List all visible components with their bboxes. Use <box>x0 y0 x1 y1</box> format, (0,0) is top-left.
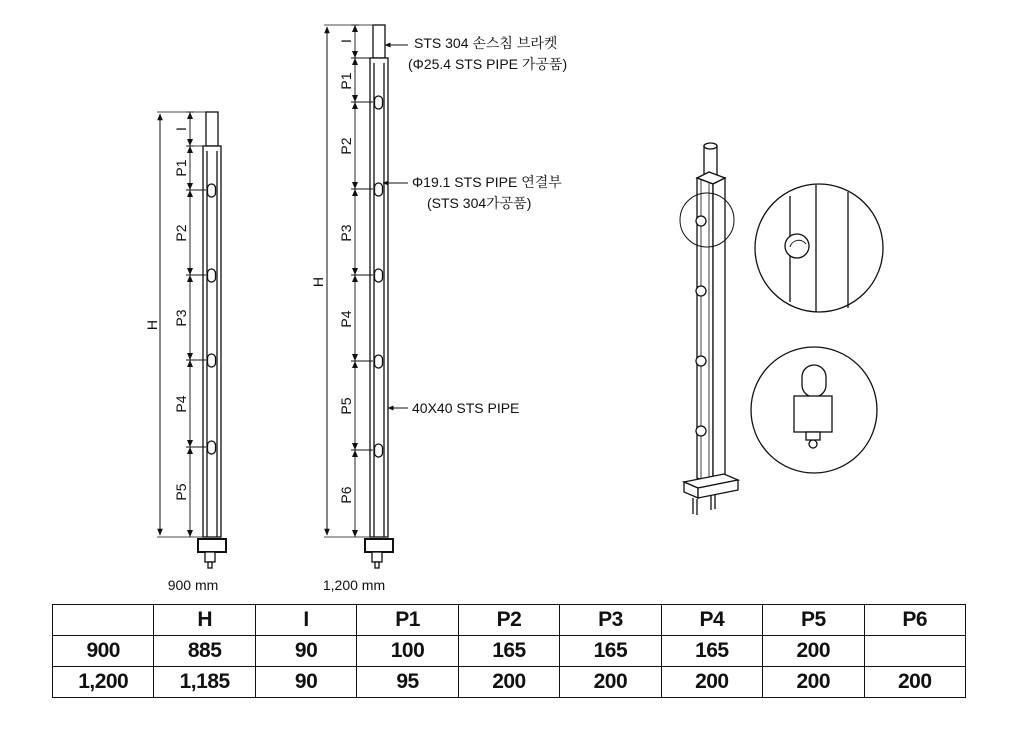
dim-P6: P6 <box>338 486 354 504</box>
post-900-caption: 900 mm <box>167 577 219 593</box>
table-header: P5 <box>763 605 864 636</box>
table-row <box>53 636 966 667</box>
table-cell: 95 <box>357 667 458 698</box>
table-cell: 200 <box>458 667 559 698</box>
table-cell: 165 <box>458 636 559 667</box>
spec-table <box>52 604 966 698</box>
table-header: H <box>154 605 255 636</box>
connector-label-1: Φ19.1 STS PIPE 연결부 <box>412 174 562 190</box>
table-cell: 200 <box>864 667 966 698</box>
table-header: P4 <box>661 605 762 636</box>
dim-I: I <box>338 39 354 43</box>
table-cell: 100 <box>357 636 458 667</box>
connector-label-2: (STS 304가공품) <box>427 195 532 211</box>
callouts <box>408 35 567 416</box>
dim-P1: P1 <box>173 159 189 177</box>
table-cell: 200 <box>661 667 762 698</box>
pipe-label: 40X40 STS PIPE <box>412 400 520 416</box>
table-header: I <box>255 605 356 636</box>
dim-P3: P3 <box>173 309 189 327</box>
dim-P4: P4 <box>338 310 354 328</box>
detail-base <box>751 347 877 473</box>
table-cell: 90 <box>255 667 356 698</box>
bracket-label-2: (Φ25.4 STS PIPE 가공품) <box>408 56 568 72</box>
isometric-post <box>680 143 738 515</box>
table-header-row <box>53 605 966 636</box>
table-header: P2 <box>458 605 559 636</box>
table-cell: 200 <box>763 636 864 667</box>
dim-P2: P2 <box>173 224 189 242</box>
dim-P4: P4 <box>173 395 189 413</box>
table-row <box>53 667 966 698</box>
dim-P2: P2 <box>338 137 354 155</box>
table-cell: 900 <box>53 636 154 667</box>
table-cell: 1,200 <box>53 667 154 698</box>
table-header: P6 <box>864 605 966 636</box>
post-900 <box>157 112 226 568</box>
dim-P5: P5 <box>338 397 354 415</box>
table-cell: 165 <box>560 636 661 667</box>
dim-P3: P3 <box>338 224 354 242</box>
dim-P5: P5 <box>173 483 189 501</box>
table-cell: 1,185 <box>154 667 255 698</box>
table-cell: 200 <box>763 667 864 698</box>
table-cell: 885 <box>154 636 255 667</box>
table-cell: 90 <box>255 636 356 667</box>
dim-P1: P1 <box>338 72 354 90</box>
table-cell: 200 <box>560 667 661 698</box>
dim-H: H <box>144 319 160 331</box>
dim-I: I <box>173 127 189 131</box>
detail-hole <box>755 184 883 312</box>
post-1200-caption: 1,200 mm <box>322 577 386 593</box>
table-header: P1 <box>357 605 458 636</box>
bracket-label-1: STS 304 손스침 브라켓 <box>414 35 558 51</box>
table-header: P3 <box>560 605 661 636</box>
dim-H: H <box>310 276 326 288</box>
table-header <box>53 605 154 636</box>
table-cell: 165 <box>661 636 762 667</box>
table-cell <box>864 636 966 667</box>
post-1200 <box>324 25 408 568</box>
